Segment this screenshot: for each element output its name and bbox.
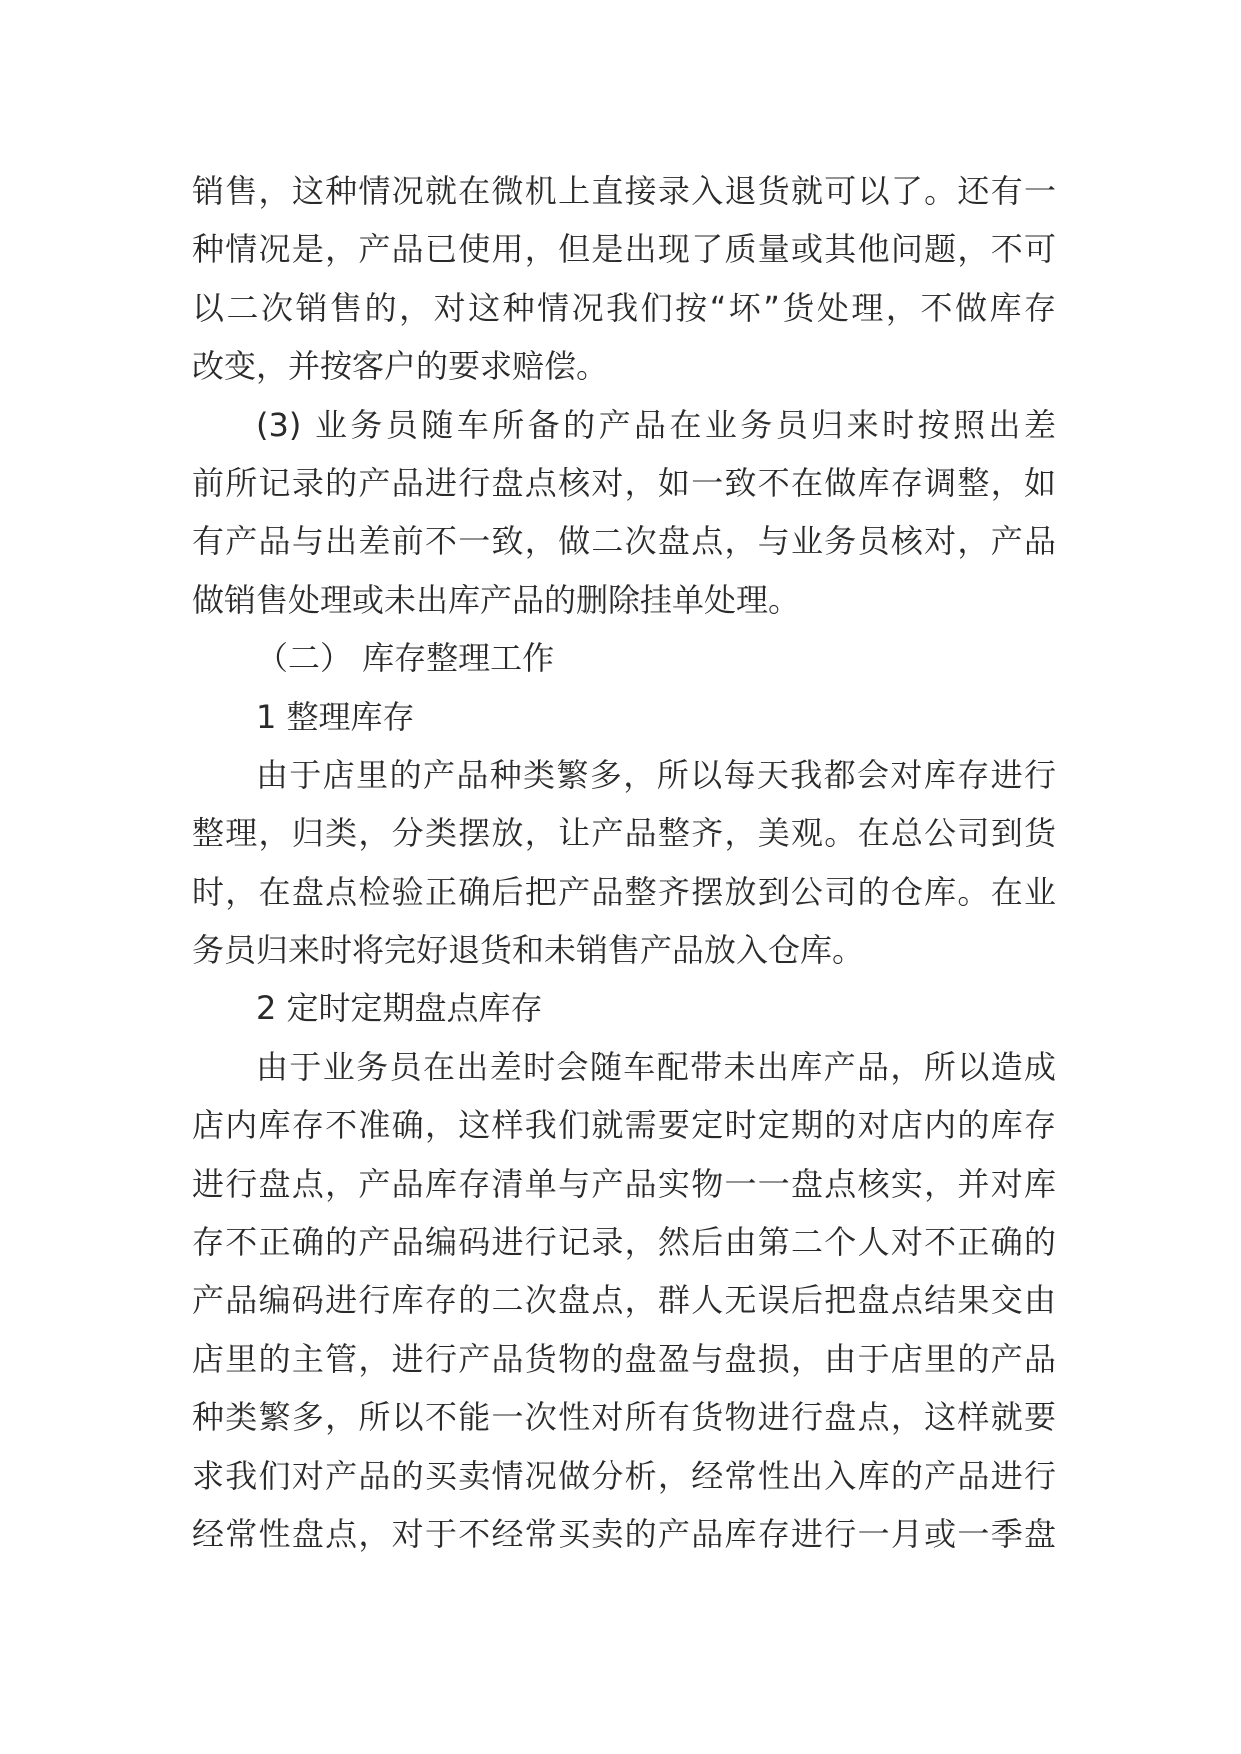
text-line: 求我们对产品的买卖情况做分析，经常性出入库的产品进行	[192, 1456, 1056, 1495]
text-line: 前所记录的产品进行盘点核对，如一致不在做库存调整，如	[192, 463, 1056, 502]
text-line: 务员归来时将完好退货和未销售产品放入仓库。	[192, 931, 865, 970]
text-line: （二） 库存整理工作	[256, 639, 555, 678]
text-line: 种类繁多，所以不能一次性对所有货物进行盘点，这样就要	[192, 1398, 1056, 1437]
text-line: 做销售处理或未出库产品的删除挂单处理。	[192, 580, 801, 619]
text-line: 经常性盘点，对于不经常买卖的产品库存进行一月或一季盘	[192, 1514, 1056, 1553]
text-line: 店里的主管，进行产品货物的盘盈与盘损，由于店里的产品	[192, 1339, 1056, 1378]
text-line: 种情况是，产品已使用，但是出现了质量或其他问题，不可	[192, 230, 1056, 269]
text-line: 由于店里的产品种类繁多，所以每天我都会对库存进行	[256, 755, 1056, 794]
text-line: 整理，归类，分类摆放，让产品整齐，美观。在总公司到货	[192, 814, 1056, 853]
text-line: 时，在盘点检验正确后把产品整齐摆放到公司的仓库。在业	[192, 872, 1056, 911]
text-line: 销售，这种情况就在微机上直接录入退货就可以了。还有一	[192, 172, 1056, 210]
text-line: 进行盘点，产品库存清单与产品实物一一盘点核实，并对库	[192, 1164, 1056, 1203]
text-line: 存不正确的产品编码进行记录，然后由第二个人对不正确的	[192, 1223, 1056, 1262]
document-body	[192, 162, 1056, 1563]
text-line: 以二次销售的，对这种情况我们按“坏”货处理，不做库存	[192, 288, 1056, 327]
text-line: 产品编码进行库存的二次盘点，群人无误后把盘点结果交由	[192, 1281, 1056, 1320]
text-line: 有产品与出差前不一致，做二次盘点，与业务员核对，产品	[192, 522, 1056, 561]
text-line: (3) 业务员随车所备的产品在业务员归来时按照出差	[256, 405, 1056, 444]
text-line: 2 定时定期盘点库存	[256, 989, 543, 1028]
text-line: 1 整理库存	[256, 697, 415, 736]
text-line: 改变，并按客户的要求赔偿。	[192, 347, 609, 386]
text-line: 店内库存不准确，这样我们就需要定时定期的对店内的库存	[192, 1106, 1056, 1145]
text-line: 由于业务员在出差时会随车配带未出库产品，所以造成	[256, 1047, 1056, 1086]
